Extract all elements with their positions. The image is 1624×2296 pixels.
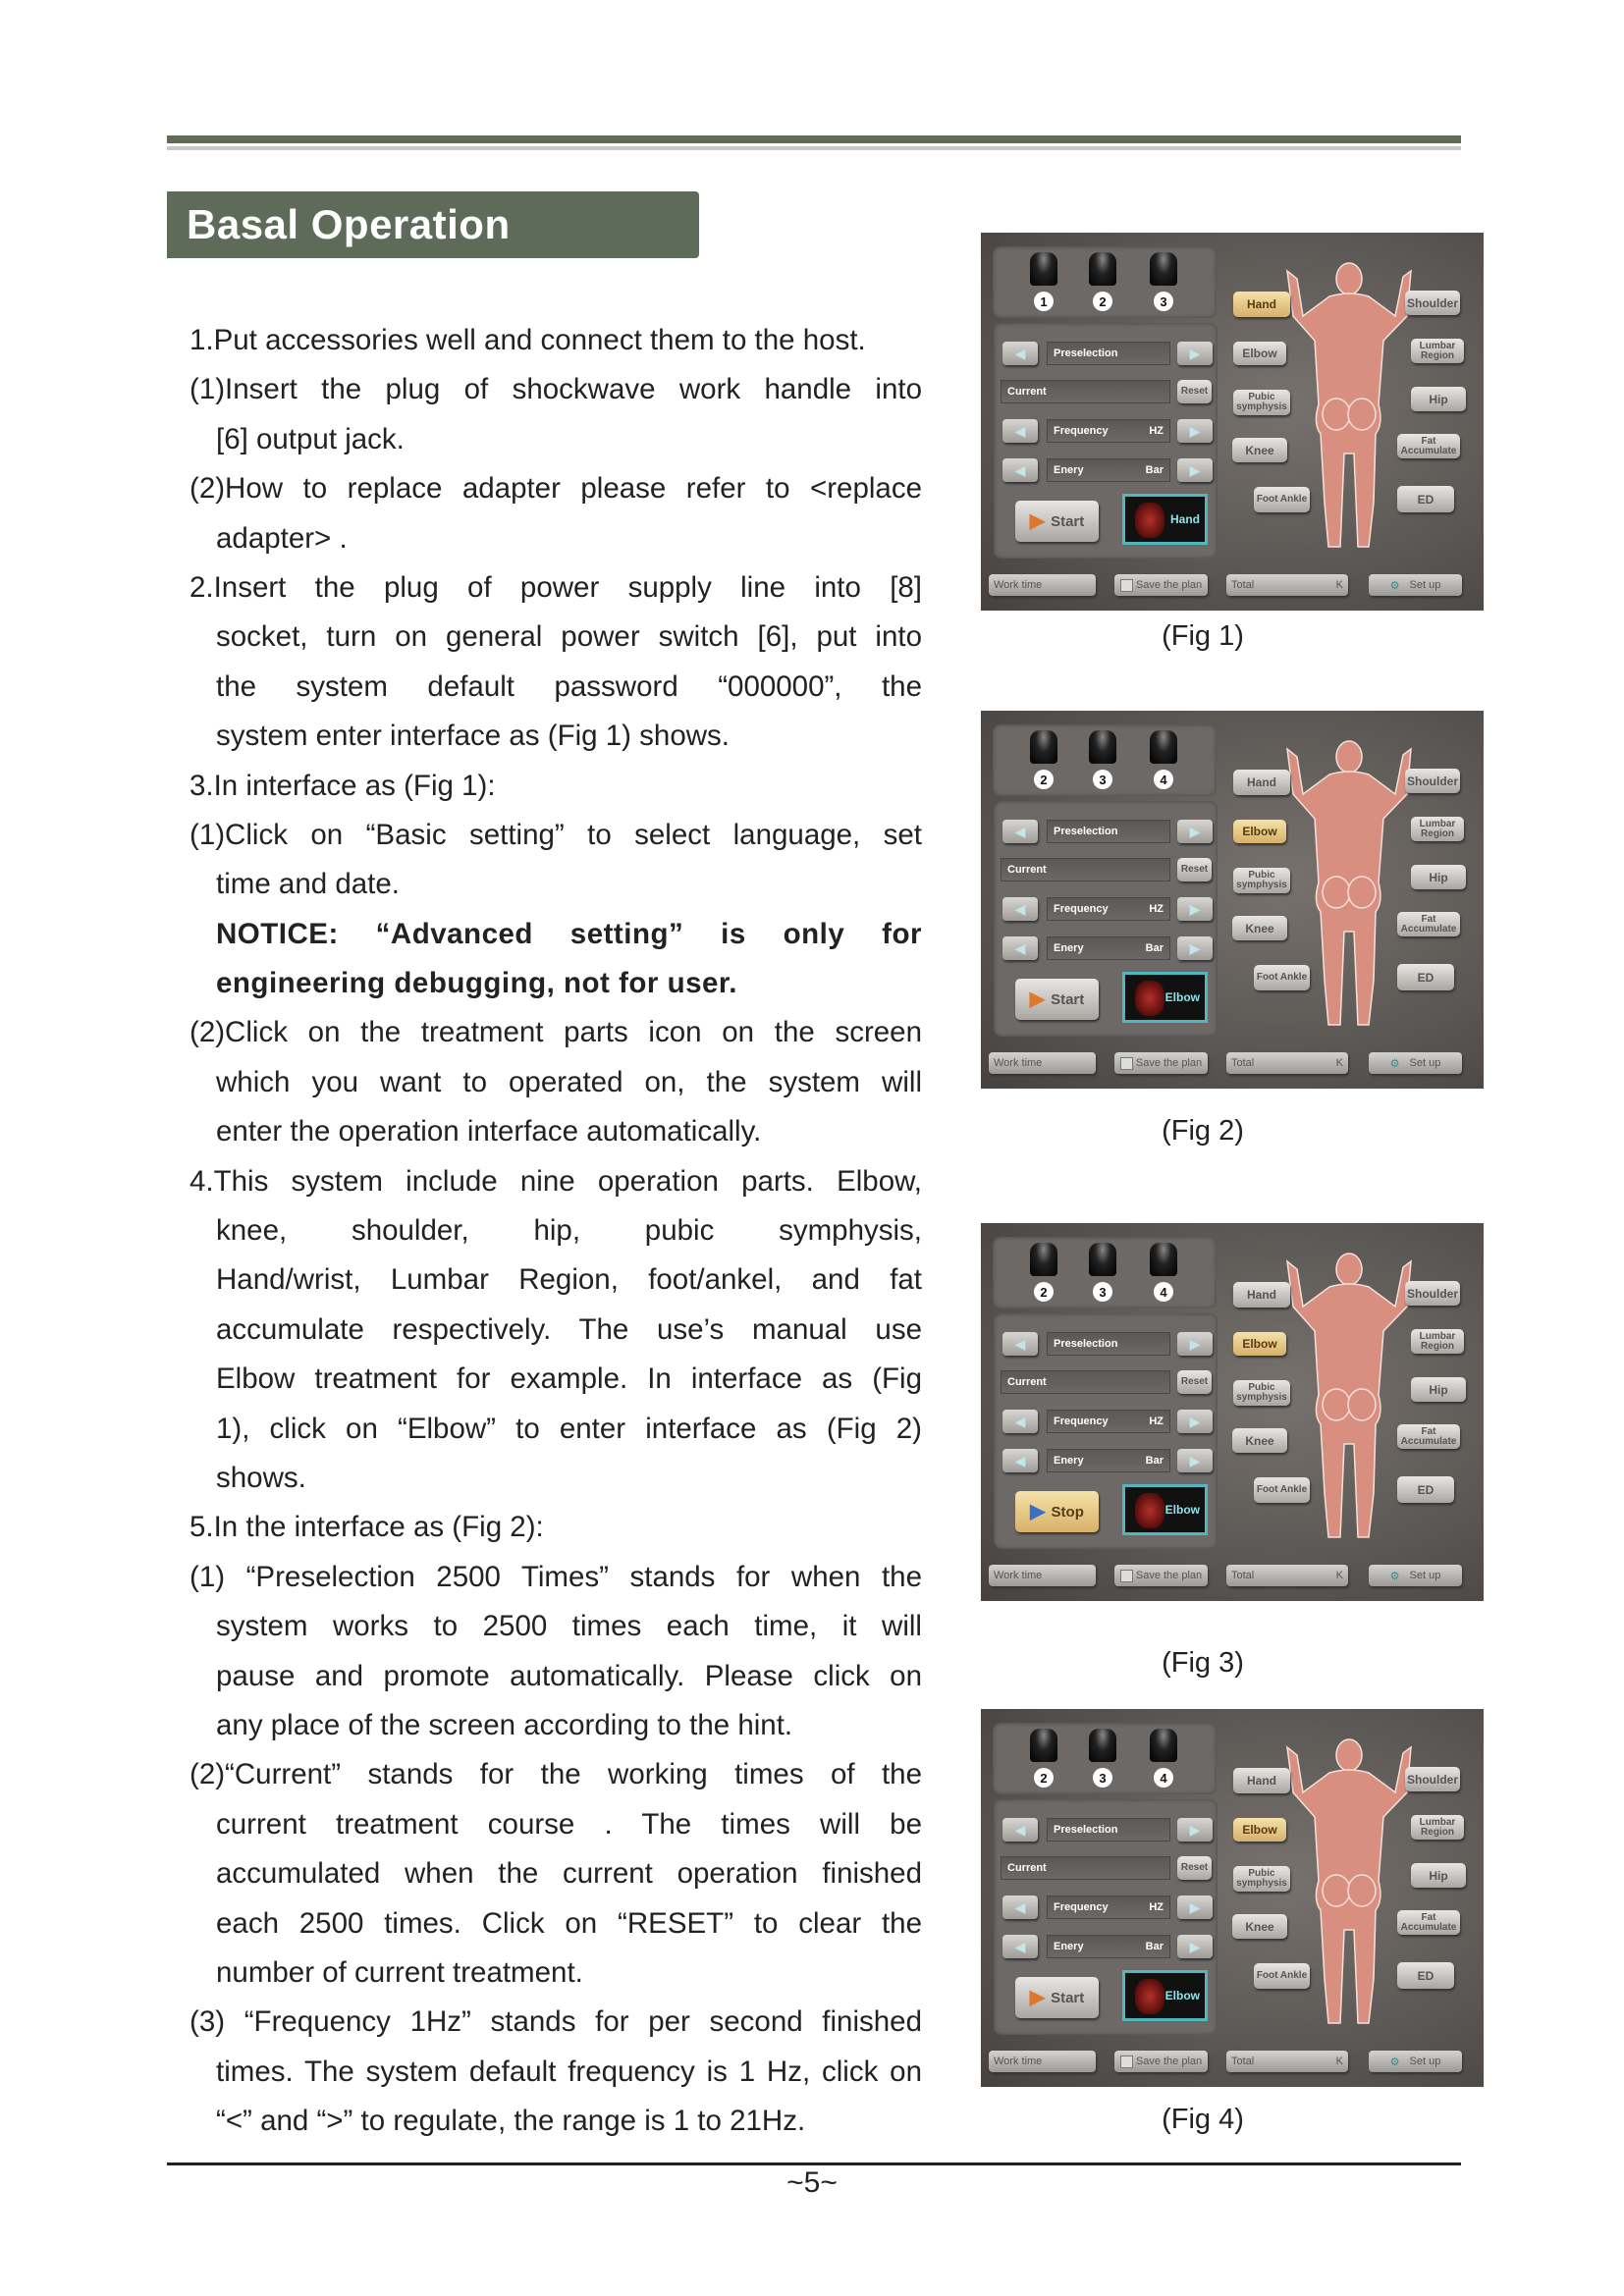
start-stop-button[interactable] — [1015, 1491, 1099, 1532]
part-button-ed[interactable]: ED — [1397, 1962, 1454, 1989]
paragraph-line: “<” and “>” to regulate, the range is 1 to 21Hz. — [216, 2105, 806, 2138]
thumbnail-label: Hand — [1170, 512, 1200, 526]
save-plan-label: Save the plan — [1135, 579, 1203, 591]
page-number: ~5~ — [786, 2166, 838, 2199]
paragraph-line: knee, shoulder, hip, pubic symphysis, — [216, 1214, 922, 1248]
frequency-label: Frequency — [1054, 425, 1109, 437]
interface-screenshot-fig-1 — [981, 233, 1484, 611]
paragraph-line: 3.In interface as (Fig 1): — [189, 769, 496, 802]
paragraph-line: Elbow treatment for example. In interface as (Fig — [216, 1362, 922, 1396]
paragraph-line: each 2500 times. Click on “RESET” to clear the — [216, 1906, 922, 1940]
handle-number-badge[interactable]: 3 — [1093, 1282, 1112, 1302]
part-button-elbow[interactable]: Elbow — [1233, 342, 1286, 365]
current-label: Current — [1007, 386, 1047, 398]
part-button-lumbar-region[interactable]: Lumbar Region — [1411, 817, 1464, 841]
increase-energy-button[interactable]: ▶ — [1177, 458, 1213, 482]
part-image-icon — [1135, 503, 1164, 538]
top-rule-light — [167, 146, 1461, 150]
set-up-label: Set up — [1409, 2056, 1441, 2067]
part-button-pubic-symphysis[interactable]: Pubic symphysis — [1233, 868, 1290, 893]
part-button-fat-accumulate[interactable]: Fat Accumulate — [1397, 1910, 1460, 1935]
decrease-preselection-button[interactable]: ◀ — [1002, 1332, 1038, 1356]
handle-number-badge[interactable]: 4 — [1154, 1768, 1173, 1788]
decrease-frequency-button[interactable]: ◀ — [1002, 897, 1038, 921]
decrease-preselection-button[interactable]: ◀ — [1002, 1818, 1038, 1842]
preselection-field — [1047, 342, 1170, 365]
set-up-button[interactable] — [1369, 1565, 1462, 1586]
decrease-frequency-button[interactable]: ◀ — [1002, 1410, 1038, 1433]
handle-head-icon[interactable] — [1089, 252, 1116, 286]
decrease-frequency-button[interactable]: ◀ — [1002, 419, 1038, 443]
paragraph-line: times. The system default frequency is 1 Hz, click on — [216, 2055, 922, 2088]
frequency-label: Frequency — [1054, 1901, 1109, 1913]
handle-number-badge[interactable]: 2 — [1034, 1282, 1054, 1302]
paragraph-line: (1)Click on “Basic setting” to select language, set — [189, 818, 922, 851]
frequency-unit: HZ — [1149, 425, 1164, 437]
paragraph-line: which you want to operated on, the system will — [216, 1065, 922, 1098]
part-button-pubic-symphysis[interactable]: Pubic symphysis — [1233, 1380, 1290, 1406]
energy-field — [1047, 1449, 1170, 1472]
play-icon: ▶ — [1029, 510, 1046, 532]
set-up-label: Set up — [1409, 579, 1441, 591]
part-button-knee[interactable]: Knee — [1232, 1914, 1287, 1939]
part-button-pubic-symphysis[interactable]: Pubic symphysis — [1233, 390, 1290, 415]
part-button-shoulder[interactable]: Shoulder — [1405, 291, 1460, 315]
work-time-field: Work time — [989, 1565, 1096, 1586]
part-button-foot-ankle[interactable]: Foot Ankle — [1254, 1477, 1310, 1503]
save-icon — [1120, 1057, 1133, 1070]
start-stop-label: Start — [1051, 990, 1085, 1008]
set-up-label: Set up — [1409, 1570, 1441, 1581]
paragraph-line: number of current treatment. — [216, 1955, 583, 1989]
increase-preselection-button[interactable]: ▶ — [1177, 820, 1213, 843]
part-button-elbow[interactable]: Elbow — [1233, 1332, 1286, 1356]
decrease-preselection-button[interactable]: ◀ — [1002, 820, 1038, 843]
paragraph-line: current treatment course . The times will be — [216, 1807, 922, 1841]
decrease-energy-button[interactable]: ◀ — [1002, 1449, 1038, 1472]
reset-button[interactable]: Reset — [1177, 1856, 1212, 1880]
paragraph-line: time and date. — [216, 868, 400, 901]
top-rule — [167, 135, 1461, 143]
handle-selector-panel — [993, 246, 1217, 318]
notice-text-line: engineering debugging, not for user. — [216, 967, 737, 1000]
frequency-unit: HZ — [1149, 1901, 1164, 1913]
part-button-knee[interactable]: Knee — [1232, 1428, 1287, 1453]
handle-number-badge[interactable]: 3 — [1093, 770, 1112, 789]
part-button-hip[interactable]: Hip — [1411, 387, 1466, 411]
total-total-label: Total — [1231, 2056, 1255, 2067]
energy-label: Enery — [1054, 942, 1084, 954]
reset-button[interactable]: Reset — [1177, 380, 1212, 403]
current-label: Current — [1007, 1376, 1047, 1388]
part-image-icon — [1135, 1493, 1164, 1528]
part-button-shoulder[interactable]: Shoulder — [1405, 1767, 1460, 1791]
current-field — [1001, 380, 1170, 403]
play-icon: ▶ — [1030, 1501, 1046, 1522]
preselection-label: Preselection — [1054, 826, 1118, 837]
interface-screenshot-fig-3 — [981, 1223, 1484, 1601]
part-button-fat-accumulate[interactable]: Fat Accumulate — [1397, 1424, 1460, 1449]
frequency-label: Frequency — [1054, 1415, 1109, 1427]
preselection-field — [1047, 1332, 1170, 1356]
part-button-shoulder[interactable]: Shoulder — [1405, 1281, 1460, 1306]
frequency-field — [1047, 897, 1170, 921]
increase-energy-button[interactable]: ▶ — [1177, 1449, 1213, 1472]
paragraph-line: Hand/wrist, Lumbar Region, foot/ankel, and fat — [216, 1263, 922, 1297]
increase-frequency-button[interactable]: ▶ — [1177, 897, 1213, 921]
preselection-field — [1047, 820, 1170, 843]
start-stop-button[interactable] — [1015, 501, 1099, 542]
increase-preselection-button[interactable]: ▶ — [1177, 1818, 1213, 1842]
handle-selector-panel — [993, 1237, 1217, 1308]
start-stop-label: Start — [1051, 512, 1085, 530]
work-time-field: Work time — [989, 2051, 1096, 2072]
start-stop-label: Stop — [1051, 1503, 1084, 1521]
save-plan-button[interactable] — [1114, 2051, 1208, 2072]
save-plan-label: Save the plan — [1135, 1570, 1203, 1581]
paragraph-line: 1.Put accessories well and connect them to the host. — [189, 324, 866, 356]
play-icon: ▶ — [1029, 1987, 1046, 2008]
energy-unit: Bar — [1145, 1941, 1164, 1952]
preselection-label: Preselection — [1054, 1338, 1118, 1350]
body-text — [189, 316, 922, 2146]
current-field — [1001, 1370, 1170, 1394]
work-time-field: Work time — [989, 574, 1096, 596]
part-button-fat-accumulate[interactable]: Fat Accumulate — [1397, 912, 1460, 936]
increase-energy-button[interactable]: ▶ — [1177, 936, 1213, 960]
total-field — [1226, 1052, 1348, 1074]
increase-preselection-button[interactable]: ▶ — [1177, 1332, 1213, 1356]
part-button-foot-ankle[interactable]: Foot Ankle — [1254, 965, 1310, 990]
set-up-button[interactable] — [1369, 2051, 1462, 2072]
handle-selector-panel — [993, 1723, 1217, 1794]
figure-caption: (Fig 3) — [1162, 1647, 1244, 1679]
increase-energy-button[interactable]: ▶ — [1177, 1935, 1213, 1958]
handle-number-badge[interactable]: 2 — [1093, 292, 1112, 311]
selected-part-thumbnail — [1122, 1484, 1208, 1535]
increase-frequency-button[interactable]: ▶ — [1177, 419, 1213, 443]
handle-head-icon[interactable] — [1089, 730, 1116, 764]
total-field — [1226, 574, 1348, 596]
energy-field — [1047, 1935, 1170, 1958]
total-k-label: K — [1335, 579, 1343, 591]
handle-head-icon[interactable] — [1089, 1243, 1116, 1276]
paragraph-line: (2)How to replace adapter please refer to <replace — [189, 472, 922, 506]
part-button-knee[interactable]: Knee — [1232, 438, 1287, 462]
total-total-label: Total — [1231, 1057, 1255, 1069]
total-total-label: Total — [1231, 579, 1255, 591]
decrease-preselection-button[interactable]: ◀ — [1002, 342, 1038, 365]
current-label: Current — [1007, 864, 1047, 876]
part-button-lumbar-region[interactable]: Lumbar Region — [1411, 1815, 1464, 1840]
paragraph-line: (2)Click on the treatment parts icon on the screen — [189, 1016, 922, 1049]
energy-label: Enery — [1054, 1455, 1084, 1467]
part-button-hand[interactable]: Hand — [1233, 1282, 1290, 1308]
part-button-hip[interactable]: Hip — [1411, 1863, 1466, 1888]
energy-field — [1047, 458, 1170, 482]
play-icon: ▶ — [1029, 988, 1046, 1010]
frequency-unit: HZ — [1149, 903, 1164, 915]
figure-caption: (Fig 4) — [1162, 2104, 1244, 2135]
frequency-label: Frequency — [1054, 903, 1109, 915]
total-k-label: K — [1335, 1570, 1343, 1581]
handle-head-icon[interactable] — [1150, 252, 1177, 286]
decrease-energy-button[interactable]: ◀ — [1002, 458, 1038, 482]
part-button-ed[interactable]: ED — [1397, 1476, 1454, 1503]
paragraph-line: 2.Insert the plug of power supply line into [8] — [189, 570, 922, 604]
handle-head-icon[interactable] — [1030, 1243, 1057, 1276]
paragraph-line: 5.In the interface as (Fig 2): — [189, 1511, 544, 1544]
selected-part-thumbnail — [1122, 1970, 1208, 2021]
start-stop-label: Start — [1051, 1989, 1085, 2006]
handle-number-badge[interactable]: 2 — [1034, 770, 1054, 789]
start-stop-button[interactable] — [1015, 979, 1099, 1020]
total-k-label: K — [1335, 2056, 1343, 2067]
save-plan-button[interactable] — [1114, 1565, 1208, 1586]
total-k-label: K — [1335, 1057, 1343, 1069]
part-button-fat-accumulate[interactable]: Fat Accumulate — [1397, 434, 1460, 458]
start-stop-button[interactable] — [1015, 1977, 1099, 2018]
part-button-hand[interactable]: Hand — [1233, 770, 1290, 795]
thumbnail-label: Elbow — [1164, 1989, 1200, 2002]
gear-icon: ⚙ — [1389, 1057, 1400, 1070]
save-icon — [1120, 579, 1133, 592]
save-plan-label: Save the plan — [1135, 1057, 1203, 1069]
paragraph-line: (1) “Preselection 2500 Times” stands for when the — [189, 1560, 922, 1593]
paragraph-line: (3) “Frequency 1Hz” stands for per second finished — [189, 2005, 922, 2039]
thumbnail-label: Elbow — [1164, 990, 1200, 1004]
thumbnail-label: Elbow — [1164, 1503, 1200, 1517]
part-button-pubic-symphysis[interactable]: Pubic symphysis — [1233, 1866, 1290, 1892]
notice-text-line: NOTICE: “Advanced setting” is only for — [216, 917, 922, 950]
paragraph-line: accumulated when the current operation finished — [216, 1857, 922, 1891]
interface-screenshot-fig-2 — [981, 711, 1484, 1089]
selected-part-thumbnail — [1122, 494, 1208, 545]
paragraph-line: enter the operation interface automatically. — [216, 1115, 762, 1148]
paragraph-line: socket, turn on general power switch [6], put into — [216, 620, 922, 654]
part-button-lumbar-region[interactable]: Lumbar Region — [1411, 1329, 1464, 1354]
save-icon — [1120, 2056, 1133, 2068]
frequency-field — [1047, 1896, 1170, 1919]
decrease-energy-button[interactable]: ◀ — [1002, 1935, 1038, 1958]
paragraph-line: the system default password “000000”, the — [216, 669, 922, 703]
reset-button[interactable]: Reset — [1177, 1370, 1212, 1394]
part-button-lumbar-region[interactable]: Lumbar Region — [1411, 339, 1464, 363]
total-total-label: Total — [1231, 1570, 1255, 1581]
save-plan-label: Save the plan — [1135, 2056, 1203, 2067]
frequency-unit: HZ — [1149, 1415, 1164, 1427]
energy-label: Enery — [1054, 1941, 1084, 1952]
handle-head-icon[interactable] — [1150, 1243, 1177, 1276]
save-plan-button[interactable] — [1114, 574, 1208, 596]
part-button-foot-ankle[interactable]: Foot Ankle — [1254, 487, 1310, 512]
reset-button[interactable]: Reset — [1177, 858, 1212, 881]
gear-icon: ⚙ — [1389, 1570, 1400, 1582]
handle-number-badge[interactable]: 3 — [1093, 1768, 1112, 1788]
total-field — [1226, 1565, 1348, 1586]
save-plan-button[interactable] — [1114, 1052, 1208, 1074]
current-field — [1001, 1856, 1170, 1880]
frequency-field — [1047, 419, 1170, 443]
paragraph-line: 4.This system include nine operation parts. Elbow, — [189, 1164, 922, 1198]
part-button-hand[interactable]: Hand — [1233, 292, 1290, 317]
handle-head-icon[interactable] — [1030, 730, 1057, 764]
paragraph-line: shows. — [216, 1461, 306, 1494]
gear-icon: ⚙ — [1389, 579, 1400, 592]
handle-number-badge[interactable]: 1 — [1034, 292, 1054, 311]
gear-icon: ⚙ — [1389, 2056, 1400, 2068]
energy-label: Enery — [1054, 464, 1084, 476]
set-up-label: Set up — [1409, 1057, 1441, 1069]
preselection-label: Preselection — [1054, 347, 1118, 359]
section-heading: Basal Operation — [167, 191, 699, 258]
preselection-field — [1047, 1818, 1170, 1842]
set-up-button[interactable] — [1369, 574, 1462, 596]
part-image-icon — [1135, 981, 1164, 1016]
part-button-hand[interactable]: Hand — [1233, 1768, 1290, 1793]
energy-unit: Bar — [1145, 942, 1164, 954]
part-button-hip[interactable]: Hip — [1411, 1377, 1466, 1402]
part-button-foot-ankle[interactable]: Foot Ankle — [1254, 1963, 1310, 1989]
part-button-ed[interactable]: ED — [1397, 964, 1454, 990]
energy-unit: Bar — [1145, 464, 1164, 476]
part-image-icon — [1135, 1979, 1164, 2014]
preselection-label: Preselection — [1054, 1824, 1118, 1836]
paragraph-line: accumulate respectively. The use’s manual use — [216, 1312, 922, 1346]
paragraph-line: (2)“Current” stands for the working times of the — [189, 1758, 922, 1791]
save-icon — [1120, 1570, 1133, 1582]
paragraph-line: 1), click on “Elbow” to enter interface as (Fig 2) — [216, 1412, 922, 1445]
paragraph-line: any place of the screen according to the hint. — [216, 1708, 793, 1741]
handle-number-badge[interactable]: 2 — [1034, 1768, 1054, 1788]
handle-head-icon[interactable] — [1150, 1729, 1177, 1762]
handle-number-badge[interactable]: 4 — [1154, 1282, 1173, 1302]
decrease-frequency-button[interactable]: ◀ — [1002, 1896, 1038, 1919]
figure-caption: (Fig 1) — [1162, 620, 1244, 652]
part-button-shoulder[interactable]: Shoulder — [1405, 769, 1460, 793]
handle-head-icon[interactable] — [1150, 730, 1177, 764]
paragraph-line: pause and promote automatically. Please click on — [216, 1659, 922, 1692]
interface-screenshot-fig-4 — [981, 1709, 1484, 2087]
handle-number-badge[interactable]: 4 — [1154, 770, 1173, 789]
increase-frequency-button[interactable]: ▶ — [1177, 1896, 1213, 1919]
handle-head-icon[interactable] — [1089, 1729, 1116, 1762]
paragraph-line: system enter interface as (Fig 1) shows. — [216, 720, 730, 753]
part-button-elbow[interactable]: Elbow — [1233, 1818, 1286, 1842]
handle-selector-panel — [993, 724, 1217, 796]
frequency-field — [1047, 1410, 1170, 1433]
handle-head-icon[interactable] — [1030, 252, 1057, 286]
handle-head-icon[interactable] — [1030, 1729, 1057, 1762]
paragraph-line: (1)Insert the plug of shockwave work handle into — [189, 373, 922, 406]
paragraph-line: system works to 2500 times each time, it will — [216, 1610, 922, 1643]
current-field — [1001, 858, 1170, 881]
paragraph-line: [6] output jack. — [216, 422, 405, 455]
energy-unit: Bar — [1145, 1455, 1164, 1467]
part-button-ed[interactable]: ED — [1397, 486, 1454, 512]
current-label: Current — [1007, 1862, 1047, 1874]
part-button-knee[interactable]: Knee — [1232, 916, 1287, 940]
bottom-rule — [167, 2163, 1461, 2165]
part-button-hip[interactable]: Hip — [1411, 865, 1466, 889]
figure-caption: (Fig 2) — [1162, 1115, 1244, 1147]
increase-frequency-button[interactable]: ▶ — [1177, 1410, 1213, 1433]
work-time-field: Work time — [989, 1052, 1096, 1074]
energy-field — [1047, 936, 1170, 960]
selected-part-thumbnail — [1122, 972, 1208, 1023]
set-up-button[interactable] — [1369, 1052, 1462, 1074]
total-field — [1226, 2051, 1348, 2072]
paragraph-line: adapter> . — [216, 521, 348, 555]
increase-preselection-button[interactable]: ▶ — [1177, 342, 1213, 365]
part-button-elbow[interactable]: Elbow — [1233, 820, 1286, 843]
handle-number-badge[interactable]: 3 — [1154, 292, 1173, 311]
decrease-energy-button[interactable]: ◀ — [1002, 936, 1038, 960]
